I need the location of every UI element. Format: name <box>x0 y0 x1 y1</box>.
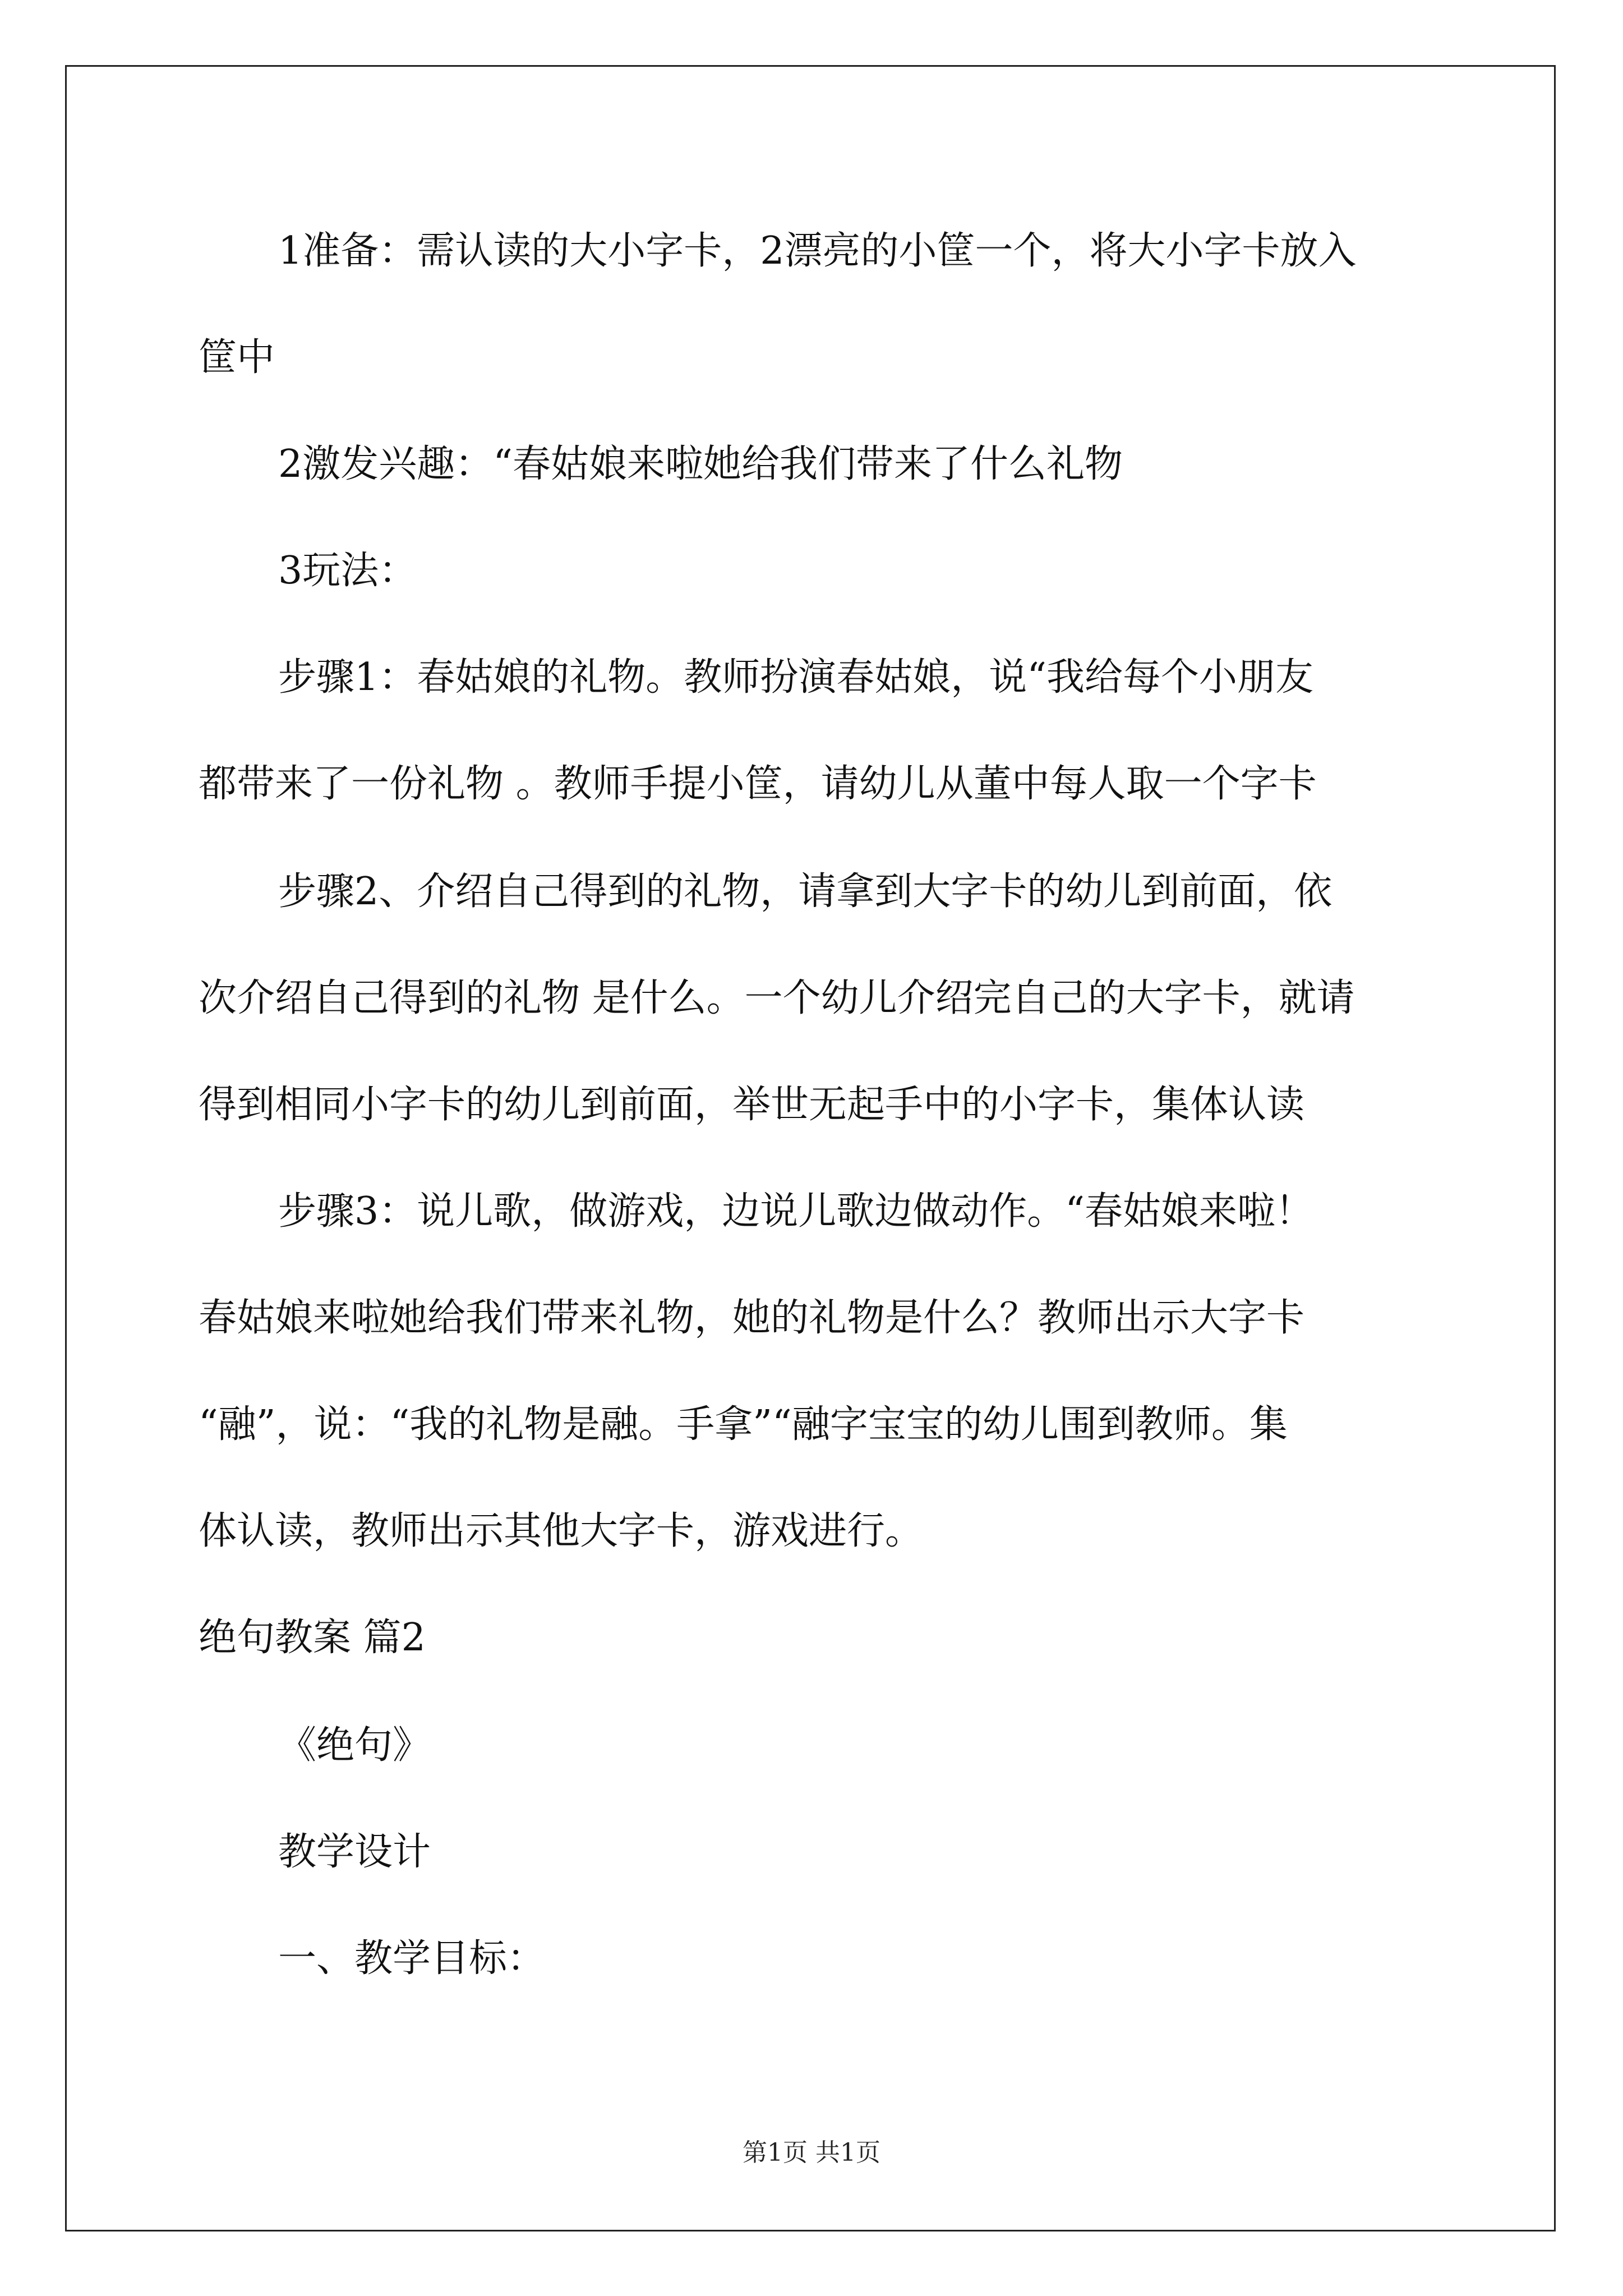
paragraph-line: 教学设计 <box>278 1830 431 1874</box>
paragraph-line: 步骤2、介绍自己得到的礼物，请拿到大字卡的幼儿到前面，依 <box>278 869 1332 914</box>
paragraph-line: 1准备：需认读的大小字卡，2漂亮的小筐一个，将大小字卡放入 <box>278 229 1357 273</box>
section-heading: 绝句教案 篇2 <box>199 1616 426 1660</box>
paragraph-line: 体认读，教师出示其他大字卡，游戏进行。 <box>199 1509 924 1553</box>
paragraph-line: 步骤1：春姑娘的礼物。教师扮演春姑娘，说“我给每个小朋友 <box>278 655 1314 700</box>
paragraph-line: “融”，说：“我的礼物是融。手拿”“融字宝宝的幼儿围到教师。集 <box>199 1402 1288 1447</box>
page-border <box>65 65 1556 2231</box>
paragraph-line: 步骤3：说儿歌，做游戏，边说儿歌边做动作。“春姑娘来啦！ <box>278 1189 1314 1234</box>
page-footer: 第1页 共1页 <box>743 2138 880 2167</box>
paragraph-line: 春姑娘来啦她给我们带来礼物，她的礼物是什么？教师出示大字卡 <box>199 1296 1305 1340</box>
paragraph-line: 都带来了一份礼物 。教师手提小筐，请幼儿从董中每人取一个字卡 <box>199 762 1317 806</box>
paragraph-line: 3玩法： <box>278 549 417 593</box>
paragraph-line: 筐中 <box>199 335 275 380</box>
paragraph-line: 次介绍自己得到的礼物 是什么。一个幼儿介绍完自己的大字卡，就请 <box>199 976 1355 1020</box>
paragraph-line: 得到相同小字卡的幼儿到前面，举世无起手中的小字卡，集体认读 <box>199 1083 1305 1127</box>
paragraph-line: 2激发兴趣：“春姑娘来啦她给我们带来了什么礼物 <box>278 442 1123 486</box>
paragraph-line: 一、教学目标： <box>278 1936 546 1981</box>
document-title: 《绝句》 <box>278 1723 431 1768</box>
